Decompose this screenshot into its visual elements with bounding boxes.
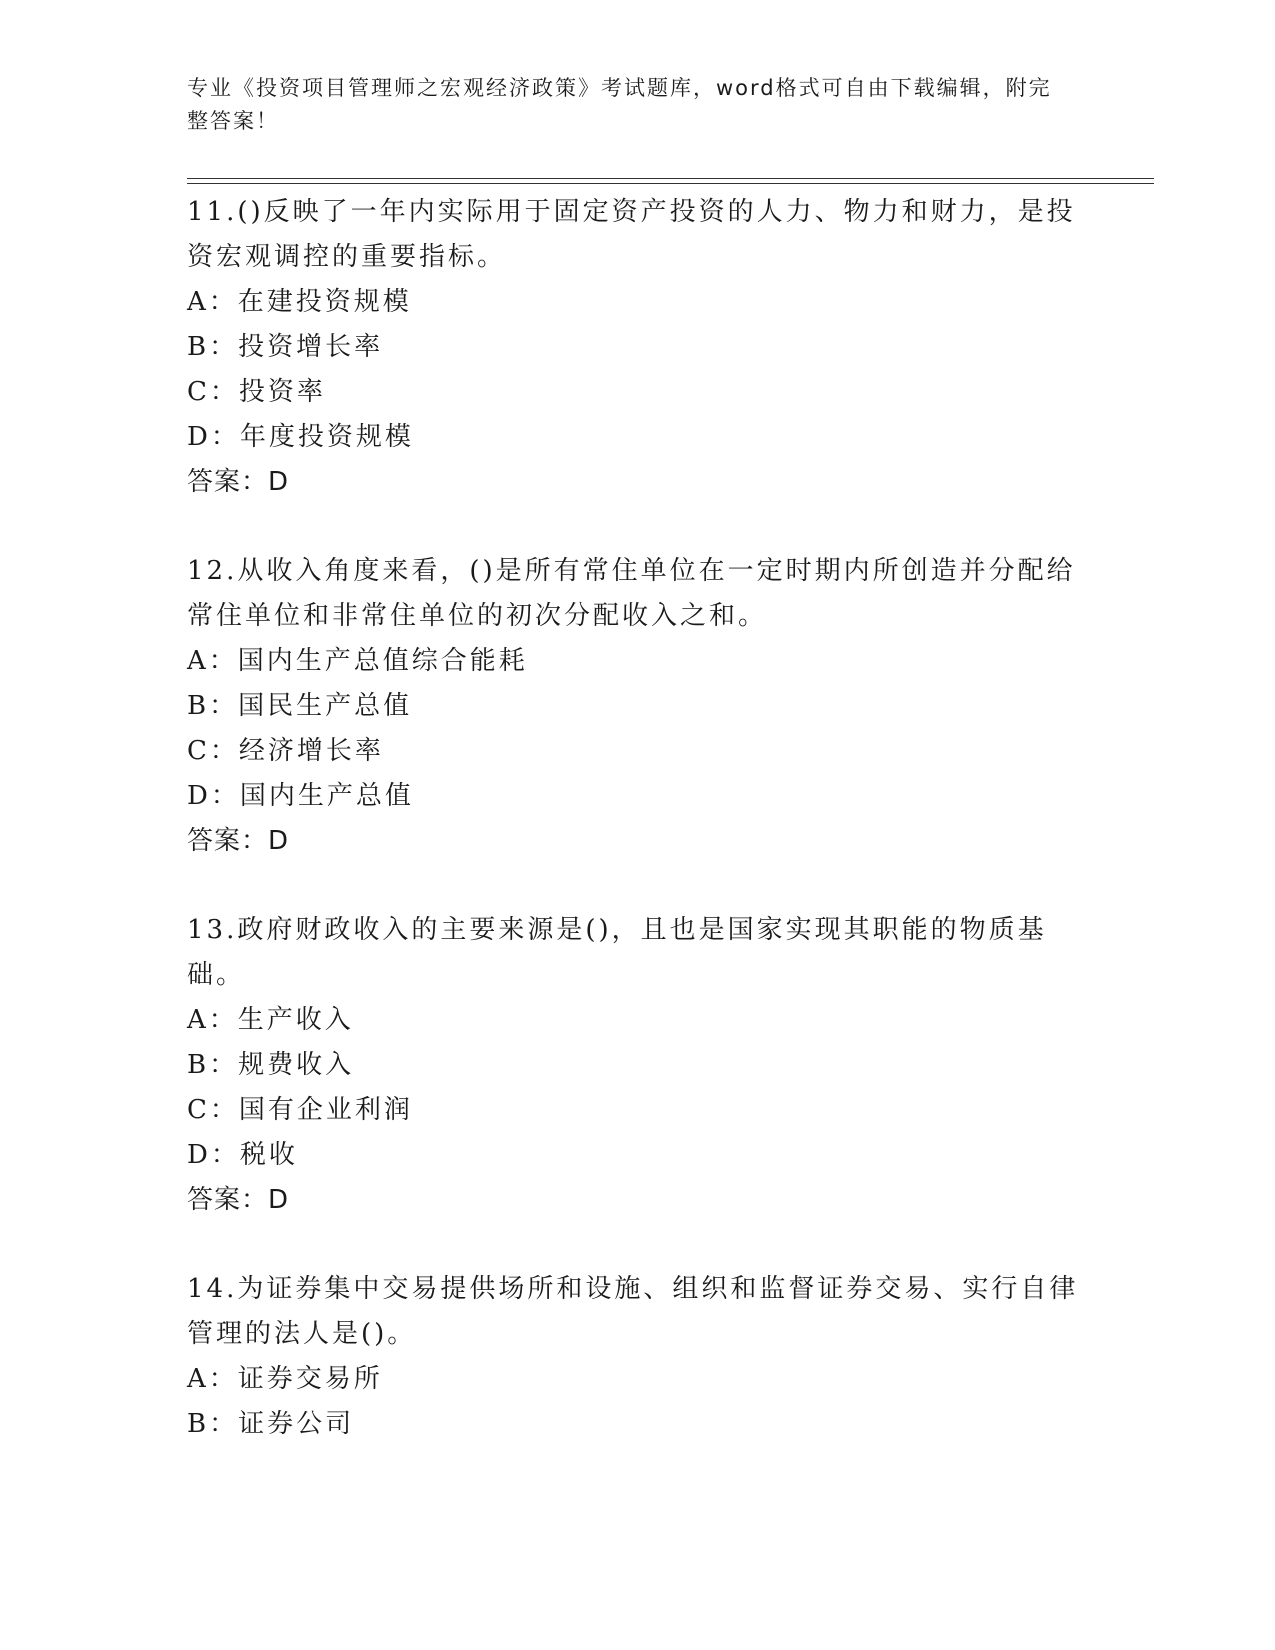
option-a: A：国内生产总值综合能耗 xyxy=(187,646,528,676)
answer: 答案：D xyxy=(187,1185,290,1215)
document-intro: 专业《投资项目管理师之宏观经济政策》考试题库，word格式可自由下载编辑，附完整答案！ xyxy=(187,76,1052,133)
option-d: D：税收 xyxy=(187,1140,298,1170)
question-stem: 12.从收入角度来看，()是所有常住单位在一定时期内所创造并分配给常住单位和非常住单位的初次分配收入之和。 xyxy=(187,556,1076,631)
option-d: D：国内生产总值 xyxy=(187,781,414,811)
option-a: A：生产收入 xyxy=(187,1005,354,1035)
option-b: B：证券公司 xyxy=(187,1409,355,1439)
option-d: D：年度投资规模 xyxy=(187,422,414,452)
option-b: B：投资增长率 xyxy=(187,332,384,362)
option-a: A：证券交易所 xyxy=(187,1364,383,1394)
question-14 xyxy=(187,1267,1087,1447)
header-divider-top xyxy=(187,178,1154,179)
option-c: C：投资率 xyxy=(187,377,326,407)
option-a: A：在建投资规模 xyxy=(187,287,412,317)
question-11 xyxy=(187,190,1087,505)
question-stem: 14.为证券集中交易提供场所和设施、组织和监督证券交易、实行自律管理的法人是()。 xyxy=(187,1274,1079,1349)
option-b: B：国民生产总值 xyxy=(187,691,413,721)
question-stem: 13.政府财政收入的主要来源是()，且也是国家实现其职能的物质基础。 xyxy=(187,915,1047,990)
header-divider-bottom xyxy=(187,183,1154,184)
question-list xyxy=(187,190,1087,1491)
option-c: C：经济增长率 xyxy=(187,736,384,766)
question-13 xyxy=(187,908,1087,1223)
question-12 xyxy=(187,549,1087,864)
answer: 答案：D xyxy=(187,467,290,497)
question-stem: 11.()反映了一年内实际用于固定资产投资的人力、物力和财力，是投资宏观调控的重要指标。 xyxy=(187,197,1076,272)
answer: 答案：D xyxy=(187,826,290,856)
option-b: B：规费收入 xyxy=(187,1050,355,1080)
option-c: C：国有企业利润 xyxy=(187,1095,413,1125)
